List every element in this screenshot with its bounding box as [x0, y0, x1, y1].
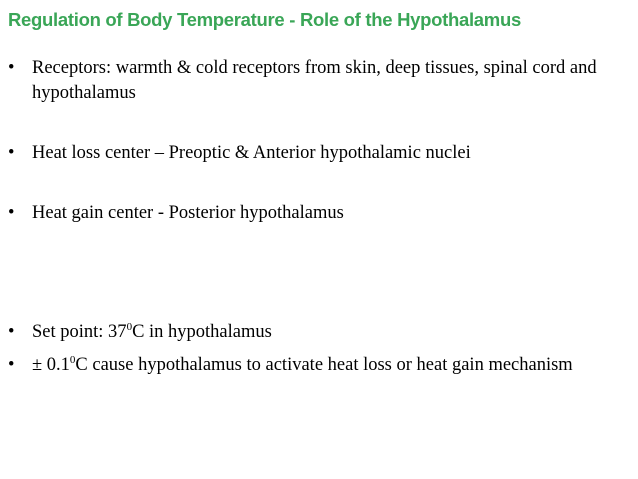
bullet-text-before: ± 0.1 [32, 355, 70, 375]
slide-title: Regulation of Body Temperature - Role of the Hypothalamus [8, 9, 521, 30]
bullet-text-after: C in hypothalamus [132, 322, 272, 342]
bullet-heat-loss-center [8, 141, 628, 166]
degree-superscript: 0 [126, 321, 133, 333]
bullet-text [32, 320, 628, 345]
bullet-text: Receptors: warmth & cold receptors from skin, deep tissues, spinal cord and hypothalamus [32, 58, 597, 103]
bullet-text [32, 353, 628, 378]
bullet-text: Heat gain center - Posterior hypothalamus [32, 203, 344, 223]
bullet-marker: • [8, 322, 15, 342]
bullet-set-point [8, 320, 628, 345]
bullet-marker: • [8, 58, 15, 78]
bullet-marker: • [8, 143, 15, 163]
bullet-text-after: C cause hypothalamus to activate heat loss or heat gain mechanism [75, 355, 573, 375]
bullet-temperature-deviation [8, 353, 628, 378]
bullet-marker: • [8, 355, 15, 375]
bullet-receptors [8, 56, 628, 106]
bullet-text-before: Set point: 37 [32, 322, 127, 342]
degree-superscript: 0 [69, 354, 76, 366]
bullet-text: Heat loss center – Preoptic & Anterior hypothalamic nuclei [32, 143, 471, 163]
bullet-marker: • [8, 203, 15, 223]
bullet-heat-gain-center [8, 201, 628, 226]
